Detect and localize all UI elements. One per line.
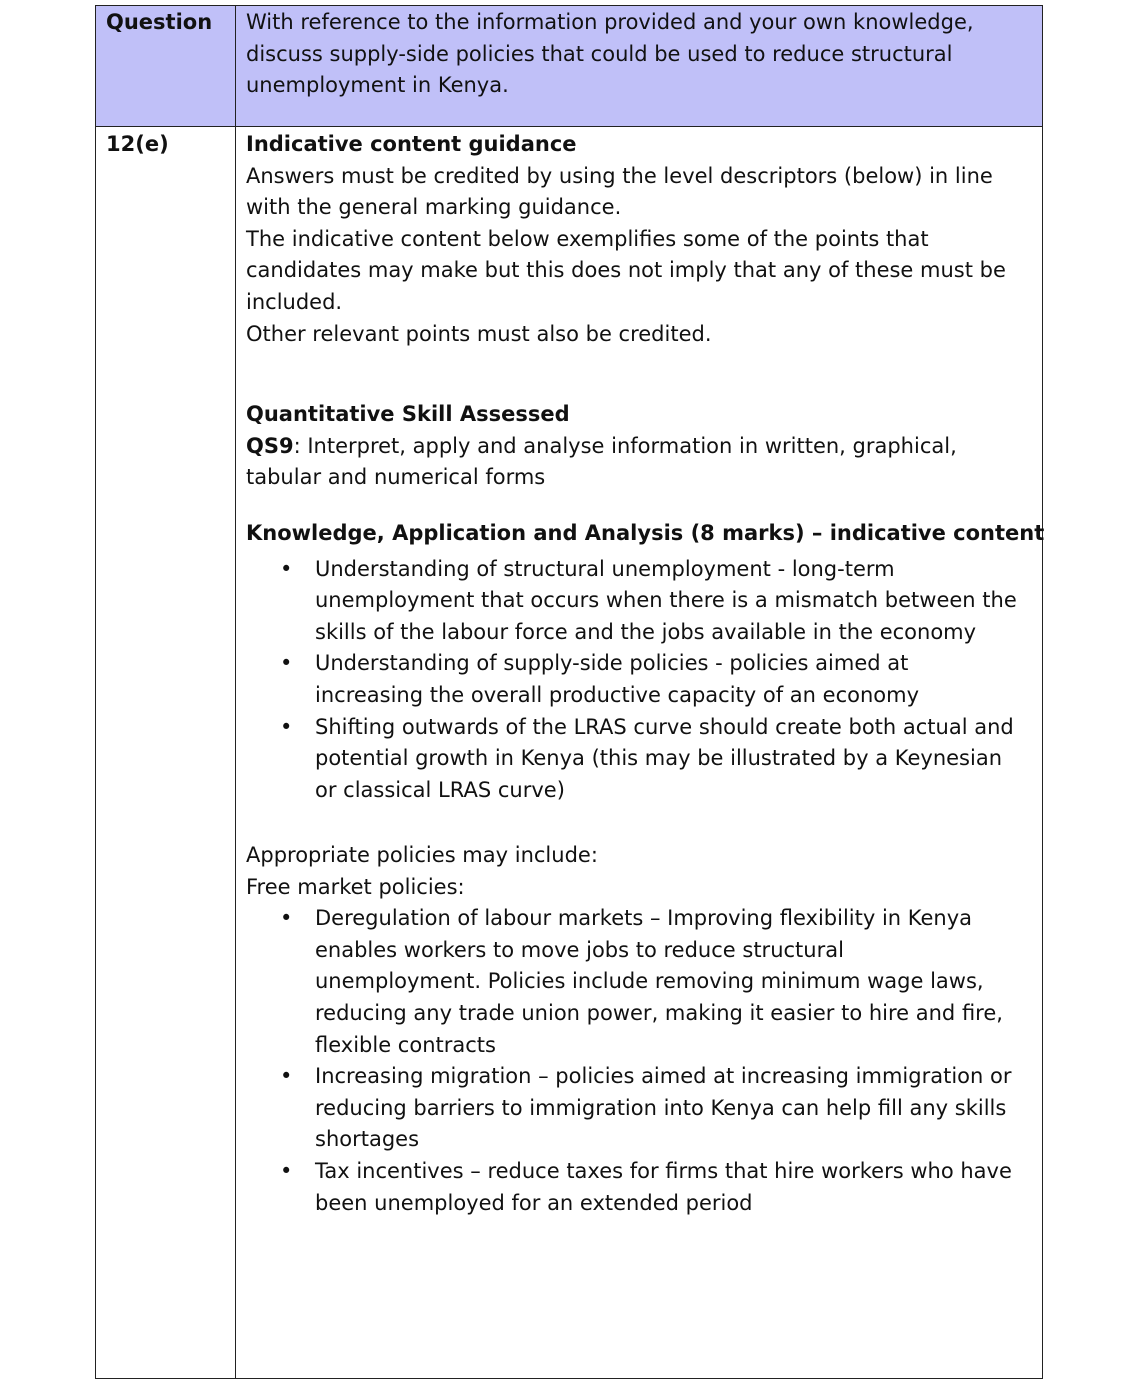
policy-bullet [246, 1156, 1012, 1219]
qs-heading: Quantitative Skill Assessed [246, 402, 570, 426]
bullet-line: • Understanding of structural unemployment - long-term [315, 556, 895, 581]
bullet-line: reducing barriers to immigration into Kenya can help fill any skills [315, 1095, 1007, 1120]
policies-intro: Appropriate policies may include: [246, 843, 598, 867]
question-line: unemployment in Kenya. [246, 73, 509, 98]
bullet-line: increasing the overall productive capacity of an economy [315, 682, 920, 707]
policies-section [246, 840, 1012, 1219]
bullet-line: enables workers to move jobs to reduce structural [315, 937, 844, 962]
qs-code: QS9 [246, 433, 294, 458]
bullet-line: flexible contracts [315, 1032, 496, 1057]
qs-line: : Interpret, apply and analyse information in written, graphical, [293, 433, 957, 458]
kaa-bullet [246, 554, 1044, 649]
bullet-line: • Deregulation of labour markets – Improving flexibility in Kenya [315, 906, 973, 931]
bullet-line: unemployment that occurs when there is a mismatch between the [315, 588, 1017, 613]
bullet-line: potential growth in Kenya (this may be illustrated by a Keynesian [315, 746, 1003, 771]
column-divider [235, 6, 236, 1378]
bullet-line: • Increasing migration – policies aimed at increasing immigration or [315, 1064, 1012, 1089]
guidance-line: included. [246, 289, 343, 314]
bullet-line: been unemployed for an extended period [315, 1190, 753, 1215]
question-label: Question [106, 10, 213, 34]
guidance-line: candidates may make but this does not imply that any of these must be [246, 258, 1006, 283]
question-line: discuss supply-side policies that could be used to reduce structural [246, 41, 953, 66]
kaa-heading: Knowledge, Application and Analysis (8 marks) – indicative content [246, 521, 1045, 545]
bullet-line: skills of the labour force and the jobs available in the economy [315, 619, 977, 644]
bullet-line: or classical LRAS curve) [315, 777, 565, 802]
guidance-line: Other relevant points must also be credited. [246, 321, 712, 346]
bullet-line: reducing any trade union power, making it easier to hire and fire, [315, 1000, 1003, 1025]
qs-line: tabular and numerical forms [246, 465, 546, 490]
kaa-bullet [246, 648, 1044, 711]
guidance-section [246, 129, 1006, 350]
bullet-line: unemployment. Policies include removing minimum wage laws, [315, 969, 984, 994]
question-text [246, 7, 974, 102]
question-number: 12(e) [106, 132, 169, 156]
policy-bullet [246, 1061, 1012, 1156]
bullet-line: • Shifting outwards of the LRAS curve should create both actual and [315, 714, 1014, 739]
policy-bullet [246, 903, 1012, 1061]
guidance-line: Answers must be credited by using the level descriptors (below) in line [246, 163, 993, 188]
question-line: With reference to the information provided and your own knowledge, [246, 10, 974, 34]
kaa-section [246, 518, 1044, 806]
kaa-bullet [246, 712, 1044, 807]
qs-section [246, 399, 957, 494]
bullet-line: shortages [315, 1127, 420, 1152]
bullet-line: • Understanding of supply-side policies - policies aimed at [315, 651, 909, 676]
guidance-heading: Indicative content guidance [246, 132, 577, 156]
guidance-line: with the general marking guidance. [246, 195, 622, 220]
guidance-line: The indicative content below exemplifies some of the points that [246, 226, 929, 251]
free-market-label: Free market policies: [246, 874, 465, 899]
bullet-line: • Tax incentives – reduce taxes for firms that hire workers who have [315, 1158, 1012, 1183]
